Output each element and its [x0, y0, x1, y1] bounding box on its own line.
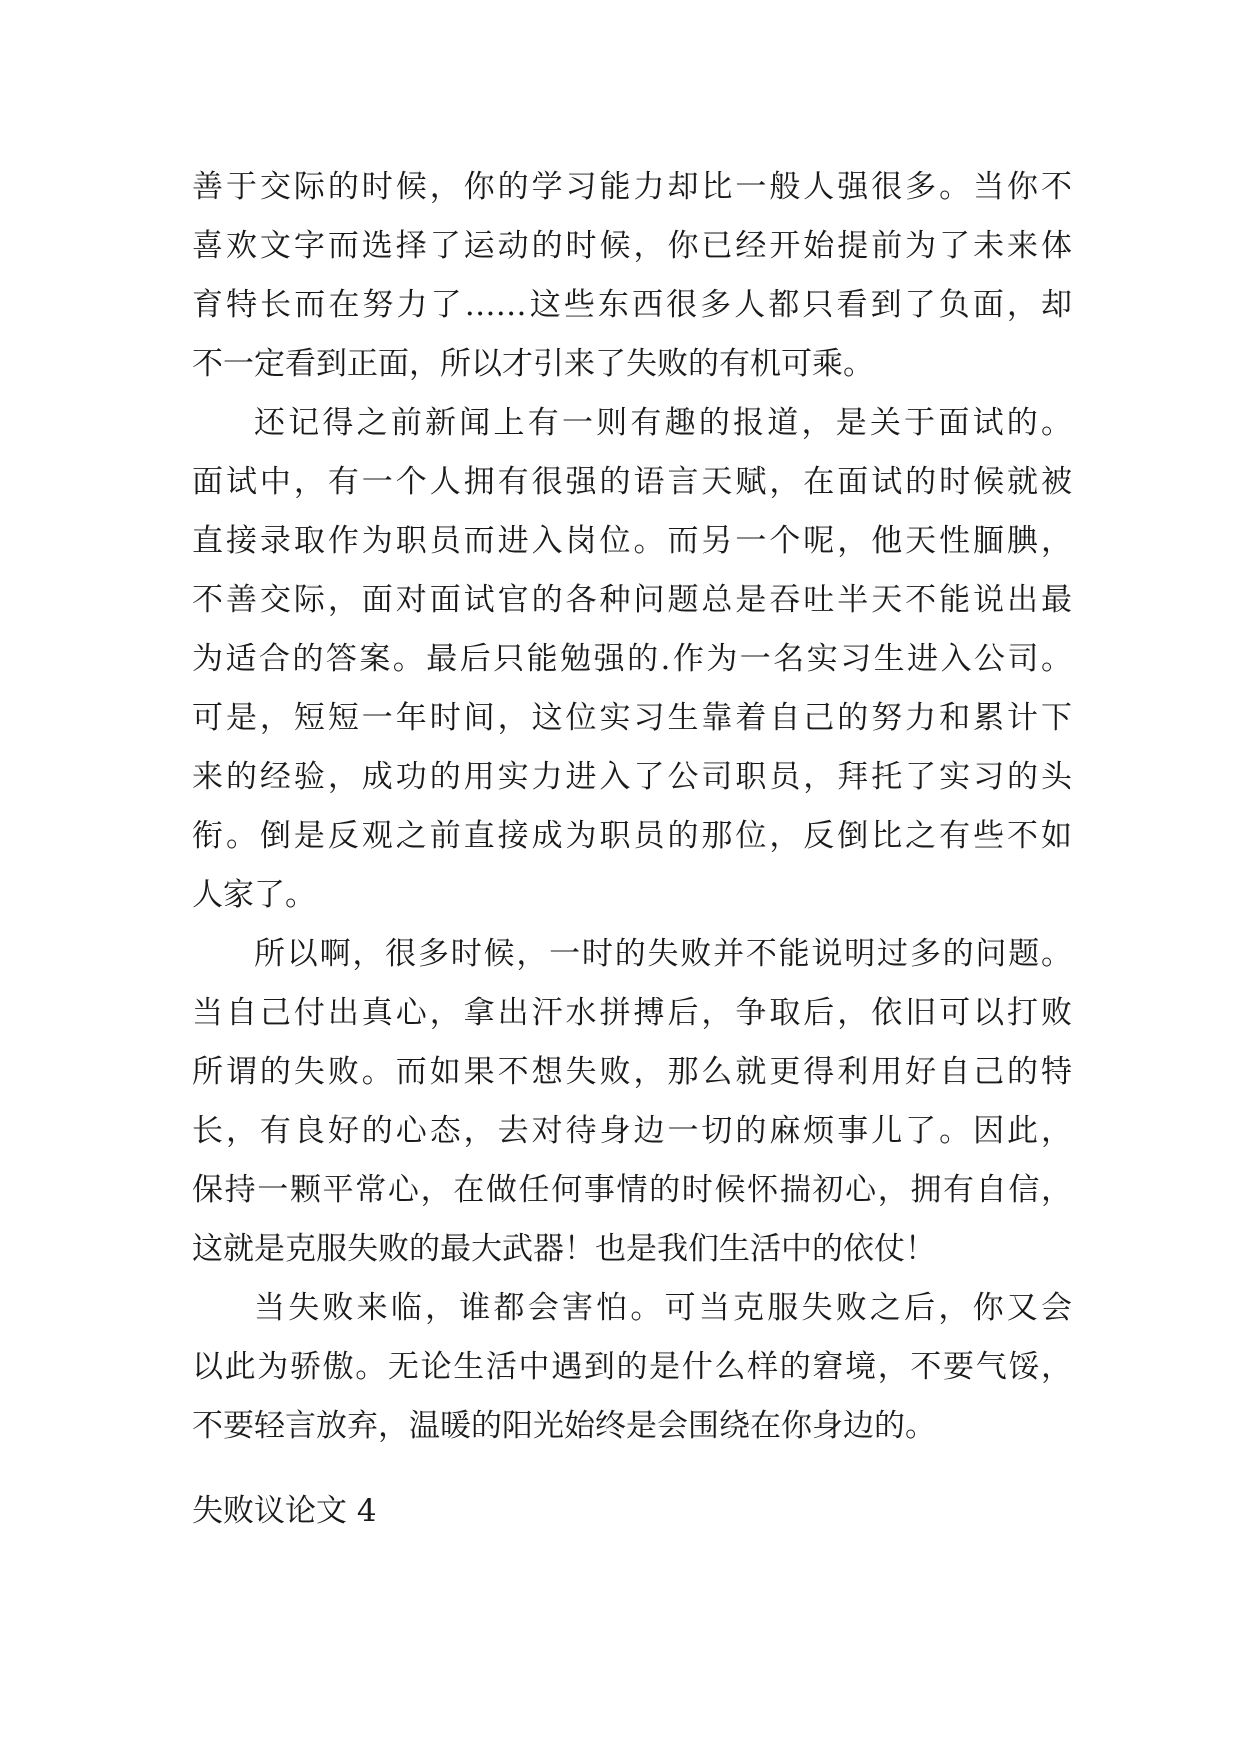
text-line: 可是，短短一年时间，这位实习生靠着自己的努力和累计下 [192, 700, 1072, 736]
body-text [192, 158, 1072, 1456]
text-line: 保持一颗平常心，在做任何事情的时候怀揣初心，拥有自信， [192, 1172, 1072, 1208]
text-line: 当失败来临，谁都会害怕。可当克服失败之后，你又会 [254, 1290, 1072, 1326]
text-line: 还记得之前新闻上有一则有趣的报道，是关于面试的。 [254, 405, 1072, 441]
text-line: 这就是克服失败的最大武器！也是我们生活中的依仗！ [192, 1231, 936, 1267]
text-line: 面试中，有一个人拥有很强的语言天赋，在面试的时候就被 [192, 464, 1072, 500]
text-line: 长，有良好的心态，去对待身边一切的麻烦事儿了。因此， [192, 1113, 1072, 1149]
text-line: 以此为骄傲。无论生活中遇到的是什么样的窘境，不要气馁， [192, 1349, 1072, 1385]
text-line: 所以啊，很多时候，一时的失败并不能说明过多的问题。 [254, 936, 1072, 972]
text-line: 当自己付出真心，拿出汗水拼搏后，争取后，依旧可以打败 [192, 995, 1072, 1031]
text-line: 善于交际的时候，你的学习能力却比一般人强很多。当你不 [192, 169, 1072, 205]
text-line: 不一定看到正面，所以才引来了失败的有机可乘。 [192, 346, 874, 382]
text-line: 衔。倒是反观之前直接成为职员的那位，反倒比之有些不如 [192, 818, 1072, 854]
text-line: 直接录取作为职员而进入岗位。而另一个呢，他天性腼腆， [192, 523, 1072, 559]
text-line: 喜欢文字而选择了运动的时候，你已经开始提前为了未来体 [192, 228, 1072, 264]
text-line: 所谓的失败。而如果不想失败，那么就更得利用好自己的特 [192, 1054, 1072, 1090]
text-line: 来的经验，成功的用实力进入了公司职员，拜托了实习的头 [192, 759, 1072, 795]
text-line: 不要轻言放弃，温暖的阳光始终是会围绕在你身边的。 [192, 1408, 936, 1444]
text-line: 为适合的答案。最后只能勉强的.作为一名实习生进入公司。 [192, 641, 1072, 677]
section-heading: 失败议论文 4 [192, 1493, 377, 1529]
text-line: 人家了。 [192, 877, 316, 913]
text-line: 不善交际，面对面试官的各种问题总是吞吐半天不能说出最 [192, 582, 1072, 618]
text-line: 育特长而在努力了……这些东西很多人都只看到了负面，却 [192, 287, 1072, 323]
